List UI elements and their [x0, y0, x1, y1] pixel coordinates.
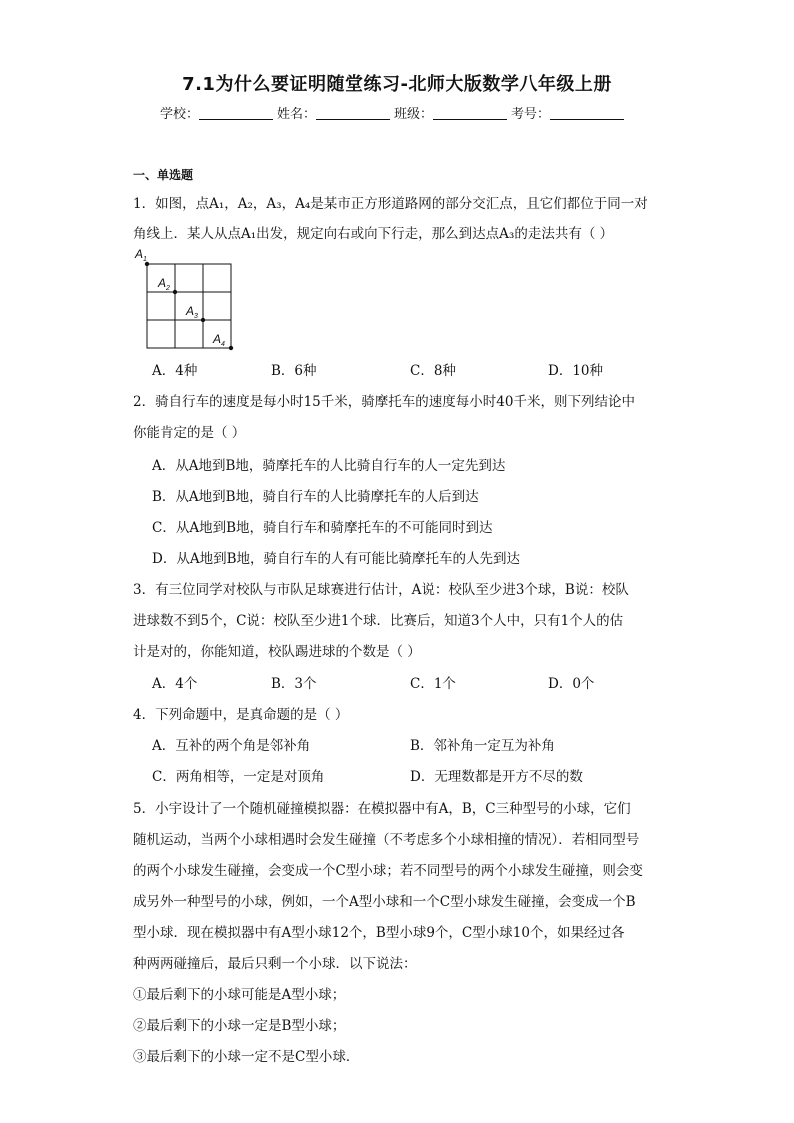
q5-statement-2: ②最后剩下的小球一定是B型小球；: [133, 1018, 346, 1034]
q3-option-d[interactable]: D．0个: [548, 676, 595, 692]
q4-option-a[interactable]: A．互补的两个角是邻补角: [152, 738, 311, 754]
svg-text:A2: [157, 276, 170, 292]
label-a1-sub: 1: [143, 256, 147, 263]
q1-option-a[interactable]: A．4种: [152, 363, 198, 379]
q4-option-b[interactable]: B．邻补角一定互为补角: [410, 738, 555, 754]
q3-line-3: 计是对的，你能知道，校队踢进球的个数是（ ）: [133, 644, 421, 660]
q5-statement-3: ③最后剩下的小球一定不是C型小球．: [133, 1049, 360, 1065]
q1-line-1: 1．如图，点A₁，A₂，A₃，A₄是某市正方形道路网的部分交汇点，且它们都位于同一对: [133, 196, 648, 212]
q2-option-c[interactable]: C．从A地到B地，骑自行车和骑摩托车的不可能同时到达: [152, 520, 493, 536]
q3-option-a[interactable]: A．4个: [152, 676, 198, 692]
q5-line-2: 随机运动，当两个小球相遇时会发生碰撞（不考虑多个小球相撞的情况）．若相同型号: [133, 832, 640, 848]
q5-line-6: 种两两碰撞后，最后只剩一个小球．以下说法：: [133, 956, 417, 972]
q1-option-c[interactable]: C．8种: [410, 363, 456, 379]
q4-line-1: 4．下列命题中，是真命题的是（ ）: [133, 707, 349, 723]
label-a3-sub: 3: [194, 313, 198, 320]
q3-line-2: 进球数不到5个，C说：校队至少进1个球．比赛后，知道3个人中，只有1个人的估: [133, 613, 624, 629]
point-a3: [201, 318, 205, 322]
school-blank[interactable]: [199, 105, 273, 120]
q4-option-c[interactable]: C．两角相等，一定是对顶角: [152, 769, 325, 785]
number-blank[interactable]: [550, 105, 624, 120]
svg-text:A4: [212, 332, 225, 348]
q3-line-1: 3．有三位同学对校队与市队足球赛进行估计，A说：校队至少进3个球，B说：校队: [133, 582, 629, 598]
svg-text:A1: [134, 248, 147, 263]
q1-option-d[interactable]: D．10种: [548, 363, 604, 379]
q1-option-b[interactable]: B．6种: [271, 363, 317, 379]
q2-option-d[interactable]: D．从A地到B地，骑自行车的人有可能比骑摩托车的人先到达: [152, 551, 520, 567]
name-blank[interactable]: [316, 105, 390, 120]
point-a2: [173, 290, 177, 294]
class-label: 班级：: [394, 107, 434, 122]
q2-line-1: 2．骑自行车的速度是每小时15千米，骑摩托车的速度每小时40千米，则下列结论中: [133, 394, 635, 410]
q5-statement-1: ①最后剩下的小球可能是A型小球；: [133, 987, 346, 1003]
student-info-row: [160, 103, 628, 122]
q2-option-a[interactable]: A．从A地到B地，骑摩托车的人比骑自行车的人一定先到达: [152, 458, 506, 474]
label-a2: A: [158, 276, 167, 290]
name-label: 姓名：: [277, 107, 317, 122]
q3-option-b[interactable]: B．3个: [271, 676, 317, 692]
svg-text:A3: [185, 304, 198, 320]
school-label: 学校：: [160, 107, 200, 122]
section-heading: 一、单选题: [133, 168, 194, 182]
q5-line-1: 5．小宇设计了一个随机碰撞模拟器：在模拟器中有A，B，C三种型号的小球，它们: [133, 801, 631, 817]
square-road-grid-figure: [133, 248, 243, 353]
number-label: 考号：: [511, 107, 551, 122]
point-a4: [229, 346, 233, 350]
label-a4: A: [213, 332, 222, 346]
q1-line-2: 角线上．某人从点A₁出发，规定向右或向下行走，那么到达点A₃的走法共有（ ）: [133, 226, 614, 242]
label-a2-sub: 2: [166, 285, 170, 292]
label-a1: A: [135, 248, 144, 261]
q2-option-b[interactable]: B．从A地到B地，骑自行车的人比骑摩托车的人后到达: [152, 489, 479, 505]
q5-line-5: 型小球．现在模拟器中有A型小球12个，B型小球9个，C型小球10个，如果经过各: [133, 925, 625, 941]
page-title: 7.1为什么要证明随堂练习-北师大版数学八年级上册: [182, 74, 612, 95]
class-blank[interactable]: [433, 105, 507, 120]
q4-option-d[interactable]: D．无理数都是开方不尽的数: [410, 769, 583, 785]
label-a4-sub: 4: [221, 341, 225, 348]
q5-line-3: 的两个小球发生碰撞，会变成一个C型小球；若不同型号的两个小球发生碰撞，则会变: [133, 863, 643, 879]
q3-option-c[interactable]: C．1个: [410, 676, 456, 692]
label-a3: A: [186, 304, 195, 318]
q5-line-4: 成另外一种型号的小球，例如，一个A型小球和一个C型小球发生碰撞，会变成一个B: [133, 894, 636, 910]
q2-line-2: 你能肯定的是（ ）: [133, 425, 246, 441]
